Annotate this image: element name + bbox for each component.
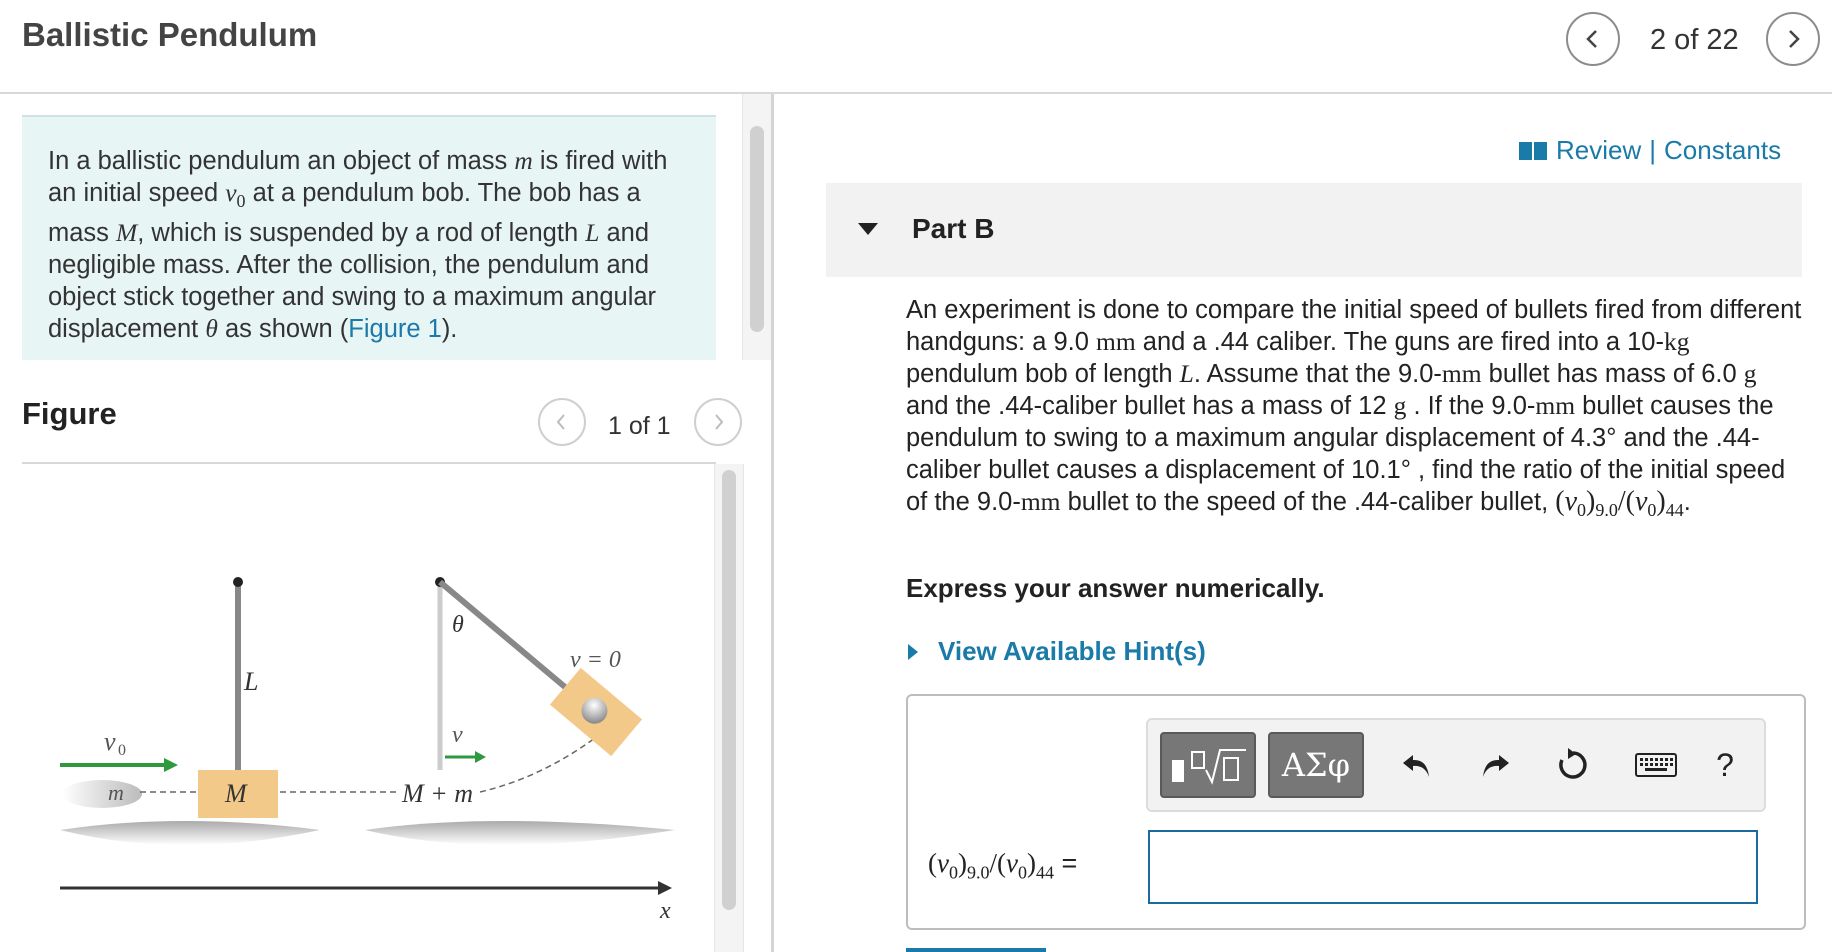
label-M: M [225,779,247,808]
label-Mm: M + m [402,779,473,808]
help-button[interactable]: ? [1716,746,1734,783]
unit: g [1393,391,1407,420]
figure-divider [22,462,716,464]
label-x: x [660,898,671,924]
math-symbol: L [585,218,600,248]
right-support-shelf [365,821,675,845]
question-fragment: . [1683,488,1691,516]
chevron-right-icon [709,413,727,431]
math-subscript: 9.0 [966,862,990,883]
caret-right-icon [906,642,920,662]
math-symbol: v [1634,486,1648,517]
unit: mm [1441,359,1482,388]
prev-item-button[interactable] [1566,12,1620,66]
figure-title: Figure [22,396,117,431]
chevron-right-icon [1782,28,1804,50]
next-item-button[interactable] [1766,12,1820,66]
templates-button[interactable] [1160,732,1256,798]
label-L: L [244,667,259,696]
velocity-arrow-v-head [475,751,486,763]
view-hints-label: View Available Hint(s) [938,636,1206,666]
math-symbol: m [514,146,533,175]
figure-scrollbar[interactable] [722,470,736,910]
math-symbol: v [1005,848,1018,878]
view-hints-link[interactable] [906,636,1206,667]
label-v0: v [104,727,116,756]
figure-link[interactable]: Figure 1 [348,315,442,344]
math-subscript: 0 [1577,500,1587,521]
keyboard-button[interactable] [1626,744,1686,786]
keyboard-icon [1635,752,1677,778]
problem-intro [22,115,716,360]
math-symbol: M [116,218,138,248]
intro-text: ). [441,315,458,344]
figure-pager: 1 of 1 [608,412,671,440]
question-fragment: bullet causes the pendulum to swing to a maximum angular displacement of 4.3° and the .44-caliber bullet causes a displacement of 10.1° , find the ratio of the initial speed of the 9.0- [906,392,1786,516]
templates-icon [1166,740,1250,790]
intro-text: as shown ( [217,315,349,344]
page-title: Ballistic Pendulum [22,16,318,53]
unit: mm [1096,327,1136,356]
redo-icon [1479,751,1511,779]
math-subscript: 44 [1035,862,1054,883]
math-symbol: v [1564,486,1578,517]
book-icon [1518,140,1548,162]
left-support-shelf [60,821,320,845]
chevron-left-icon [553,413,571,431]
review-separator: | [1649,135,1657,165]
question-fragment: . If the 9.0- [1406,392,1536,420]
pivot-left [233,577,243,587]
intro-text: at a pendulum bob. The bob has a mass [48,179,641,248]
unit: mm [1535,391,1576,420]
intro-text: is fired with an initial speed [48,147,668,207]
question-fragment: and the .44-caliber bullet has a mass of 12 [906,392,1394,420]
label-m: m [108,780,124,805]
intro-text: In a ballistic pendulum an object of mass [48,147,515,175]
intro-scrollbar[interactable] [750,126,764,332]
question-fragment: . Assume that the 9.0- [1193,360,1442,388]
answer-input[interactable] [1148,830,1758,904]
reset-button[interactable] [1552,744,1594,786]
label-theta: θ [452,612,464,638]
label-v: v [452,722,463,748]
constants-link[interactable]: Constants [1664,135,1782,165]
label-v-eq-0: v = 0 [570,647,621,673]
math-subscript: 0 [1647,500,1657,521]
review-link[interactable]: Review [1556,135,1642,165]
item-pager: 2 of 22 [1650,24,1739,56]
express-instruction: Express your answer numerically. [906,573,1325,603]
question-fragment: pendulum bob of length [906,360,1180,388]
reset-icon [1556,748,1590,782]
undo-button[interactable] [1396,744,1438,786]
math-symbol: v [225,178,237,207]
math-symbol: θ [205,314,218,344]
equals-sign: = [1061,848,1078,878]
redo-button[interactable] [1474,744,1516,786]
unit: kg [1663,327,1690,356]
intro-text: , which is suspended by a rod of length [137,219,586,248]
math-subscript: 44 [1665,500,1684,521]
ballistic-pendulum-figure [40,560,710,952]
math-symbol: v [937,848,949,878]
question-text: An experiment is done to compare the initial speed of bullets fired from different handguns: a 9.0 mm and a .44 caliber. The guns are fired into a 10-kg pendulum bob of length L. Assume that the 9.0-mm bullet has mass of 6.0 g and the .44-caliber bullet has a mass of 12 g . If the 9.0-mm bullet causes the pendulum to swing to a maximum angular displacement of 4.3° and the .44-caliber bullet causes a displacement of 10.1° , find the ratio of the initial speed of the 9.0-mm bullet to the speed of the .44-caliber bullet, $(v_0)_{9.0}/(v_0)_{44}$. [906,296,1802,521]
math-toolbar [1146,718,1766,812]
math-subscript: 0 [948,862,958,883]
velocity-arrow-v0-head [164,758,178,772]
part-b-title: Part B [912,213,995,244]
greek-symbols-button[interactable]: ΑΣφ [1268,732,1364,798]
chevron-left-icon [1582,28,1604,50]
math-subscript: 0 [1017,862,1027,883]
bullet-trail [62,780,142,808]
undo-icon [1401,751,1433,779]
unit: g [1743,359,1757,388]
math-symbol: L [1179,359,1194,388]
x-axis-arrow [658,881,672,895]
label-v0-sub: 0 [118,742,126,759]
question-fragment: bullet has mass of 6.0 [1481,360,1744,388]
figure-prev-button[interactable] [538,398,586,446]
answer-label: $(v_0)_{9.0}/(v_0)_{44}$ = [928,848,1078,883]
math-subscript: 9.0 [1595,500,1618,521]
figure-next-button[interactable] [694,398,742,446]
pane-divider [771,94,774,952]
caret-down-icon [856,221,880,237]
unit: mm [1020,487,1061,516]
review-constants [1518,135,1781,166]
intro-text: and negligible mass. After the collision, the pendulum and object stick together and swing to a maximum angular displacement [48,219,657,344]
submit-button-edge[interactable] [906,948,1046,952]
swing-path [480,738,595,792]
part-b-header[interactable] [826,183,1802,277]
header-bar [0,0,1832,94]
question-fragment: and a .44 caliber. The guns are fired into a 10- [1135,328,1664,356]
question-fragment: bullet to the speed of the .44-caliber bullet, [1060,488,1556,516]
question-fragment: An experiment is done to compare the initial speed of bullets fired from different handguns: a 9.0 [906,296,1802,356]
math-subscript: 0 [236,191,246,212]
